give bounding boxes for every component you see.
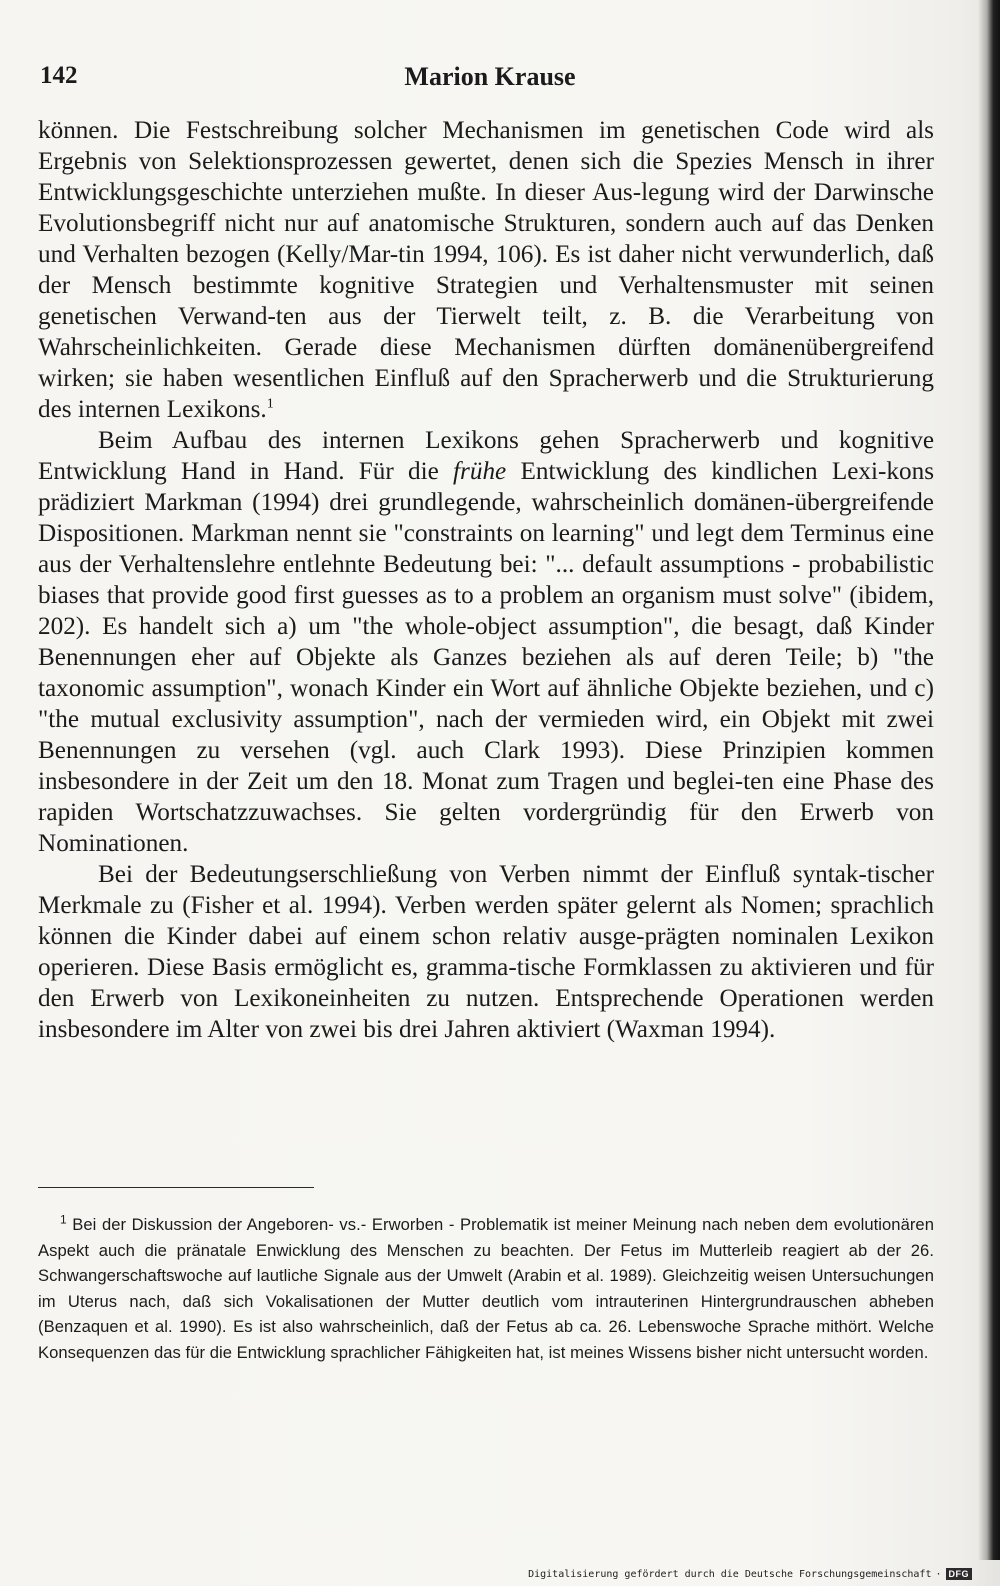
body-text <box>38 115 934 1045</box>
paragraph-1 <box>38 115 934 425</box>
running-head-author: Marion Krause <box>404 62 576 91</box>
footnote <box>38 1212 934 1365</box>
footnote-separator <box>38 1187 314 1188</box>
digitization-credit: Digitalisierung gefördert durch die Deutsche Forschungsgemeinschaft · DFG <box>528 1568 972 1580</box>
footnote-text: Bei der Diskussion der Angeboren- vs.- Erworben - Problematik ist meiner Meinung nach neben dem evolutionären Aspekt auch die pränatale Enwicklung des Menschen zu beachten. Der Fetus im Mutterleib reagiert ab der 26. Schwangerschaftswoche auf lautliche Signale aus der Umwelt (Arabin et al. 1989). Gleichzeitig weisen Untersuchungen im Uterus nach, daß sich Vokalisationen der Mutter deutlich vom intrauterinen Hintergrundrauschen abheben (Benzaquen et al. 1990). Es ist also wahrscheinlich, daß der Fetus ab ca. 26. Lebenswoche Sprache mithört. Welche Konsequenzen das für die Entwicklung sprachlicher Fähigkeiten hat, ist meines Wissens bisher nicht untersucht worden. <box>38 1215 934 1362</box>
credit-text: Digitalisierung gefördert durch die Deutsche Forschungsgemeinschaft <box>528 1568 932 1580</box>
paragraph-3: Bei der Bedeutungserschließung von Verben nimmt der Einfluß syntak-tischer Merkmale zu (Fisher et al. 1994). Verben werden später gelernt als Nomen; sprachlich können die Kinder dabei auf einem schon relativ ausge-prägten nominalen Lexikon operieren. Diese Basis ermöglicht es, gramma-tische Formklassen zu aktivieren und für den Erwerb von Lexikoneinheiten zu nutzen. Entsprechende Operationen werden insbesondere im Alter von zwei bis drei Jahren aktiviert (Waxman 1994). <box>38 861 934 1043</box>
book-spine-shadow <box>978 0 1000 1560</box>
paragraph-2 <box>38 425 934 859</box>
page-header <box>40 62 940 102</box>
paragraph-2-text-start: Beim Aufbau des internen Lexikons gehen Spracherwerb und kognitive Entwicklung Hand in Hand. Für die <box>38 427 934 485</box>
footnote-reference: 1 <box>266 396 274 412</box>
paragraph-1-text: können. Die Festschreibung solcher Mechanismen im genetischen Code wird als Ergebnis von Selektionsprozessen gewertet, denen sich die Spezies Mensch in ihrer Entwicklungsgeschichte unterziehen mußte. In dieser Aus-legung wird der Darwinsche Evolutionsbegriff nicht nur auf anatomische Strukturen, sondern auch auf das Denken und Verhalten bezogen (Kelly/Mar-tin 1994, 106). Es ist daher nicht verwunderlich, daß der Mensch bestimmte kognitive Strategien und Verhaltensmuster mit seinen genetischen Verwand-ten aus der Tierwelt teilt, z. B. die Verarbeitung von Wahrscheinlichkeiten. Gerade diese Mechanismen dürften domänenübergreifend wirken; sie haben wesentlichen Einfluß auf den Spracherwerb und die Strukturierung des internen Lexikons. <box>38 117 934 423</box>
page-number: 142 <box>40 62 78 89</box>
footnote-mark: 1 <box>60 1212 67 1227</box>
paragraph-2-text-end: Entwicklung des kindlichen Lexi-kons prädiziert Markman (1994) drei grundlegende, wahrscheinlich domänen-übergreifende Dispositionen. Markman nennt sie "constraints on learning" und legt dem Terminus eine aus der Verhaltenslehre entlehnte Bedeutung bei: "... default assumptions - probabilistic biases that provide good first guesses as to a problem an organism must solve" (ibidem, 202). Es handelt sich a) um "the whole-object assumption", die besagt, daß Kinder Benennungen eher auf Objekte als Ganzes beziehen als auf deren Teile; b) "the taxonomic assumption", wonach Kinder ein Wort auf ähnliche Objekte beziehen, und c) "the mutual exclusivity assumption", nach der vermieden wird, ein Objekt mit zwei Benennungen zu versehen (vgl. auch Clark 1993). Diese Prinzipien kommen insbesondere in der Zeit um den 18. Monat zum Tragen und beglei-ten eine Phase des rapiden Wortschatzzuwachses. Sie gelten vordergründig für den Erwerb von Nominationen. <box>38 458 934 857</box>
dfg-logo-icon: DFG <box>946 1568 973 1580</box>
emphasis-fruehe: frühe <box>453 458 507 485</box>
